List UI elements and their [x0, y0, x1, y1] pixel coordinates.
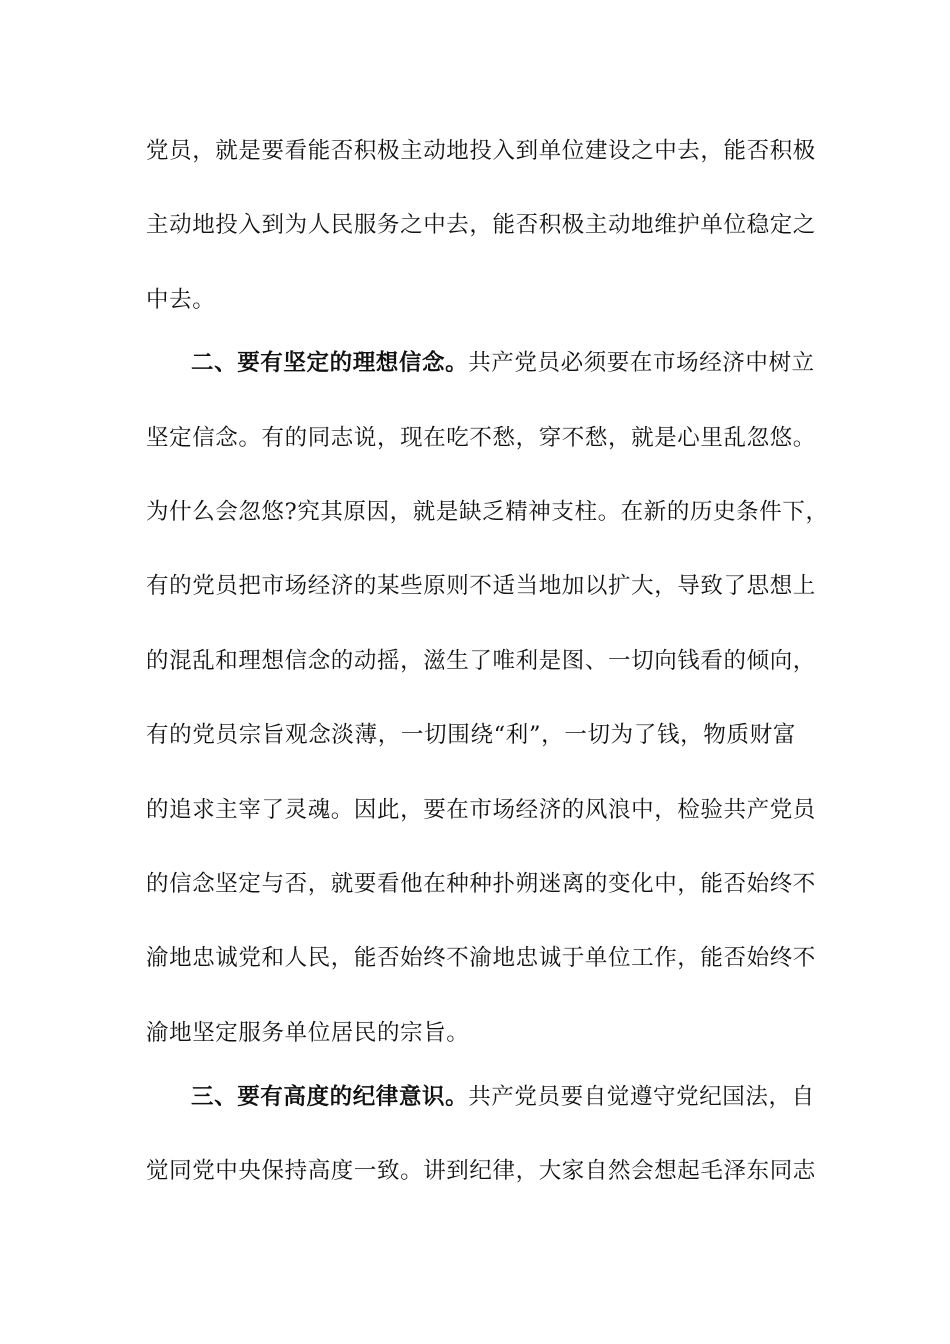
paragraph-2-line-3: 为什么会忽悠?究其原因，就是缺乏精神支柱。在新的历史条件下， — [146, 499, 829, 525]
paragraph-2-line-6: 有的党员宗旨观念淡薄，一切围绕“利”，一切为了钱，物质财富 — [146, 722, 796, 748]
paragraph-2-line-10: 渝地坚定服务单位居民的宗旨。 — [146, 1020, 470, 1046]
paragraph-2-line-7: 的追求主宰了灵魂。因此，要在市场经济的风浪中，检验共产党员 — [146, 797, 816, 823]
paragraph-3-heading: 三、要有高度的纪律意识。 — [191, 1084, 469, 1110]
paragraph-1-line-3: 中去。 — [146, 287, 216, 313]
paragraph-2-line-9: 渝地忠诚党和人民，能否始终不渝地忠诚于单位工作，能否始终不 — [146, 945, 816, 971]
paragraph-1-line-2: 主动地投入到为人民服务之中去，能否积极主动地维护单位稳定之 — [146, 212, 816, 238]
paragraph-3-first-line — [191, 1077, 815, 1117]
paragraph-2-first-line-text: 共产党员必须要在市场经济中树立 — [468, 350, 815, 376]
paragraph-2-line-4: 有的党员把市场经济的某些原则不适当地加以扩大，导致了思想上 — [146, 573, 816, 599]
paragraph-3-first-line-text: 共产党员要自觉遵守党纪国法，自 — [468, 1084, 815, 1110]
paragraph-2-first-line — [191, 343, 815, 383]
paragraph-2-line-2: 坚定信念。有的同志说，现在吃不愁，穿不愁，就是心里乱忽悠。 — [146, 425, 816, 451]
paragraph-1-line-1: 党员，就是要看能否积极主动地投入到单位建设之中去，能否积极 — [146, 138, 816, 164]
paragraph-3-line-2: 觉同党中央保持高度一致。讲到纪律，大家自然会想起毛泽东同志 — [146, 1158, 816, 1184]
paragraph-2-line-5: 的混乱和理想信念的动摇，滋生了唯利是图、一切向钱看的倾向， — [146, 648, 816, 674]
paragraph-2-line-8: 的信念坚定与否，就要看他在种种扑朔迷离的变化中，能否始终不 — [146, 871, 816, 897]
paragraph-2-heading: 二、要有坚定的理想信念。 — [191, 350, 469, 376]
